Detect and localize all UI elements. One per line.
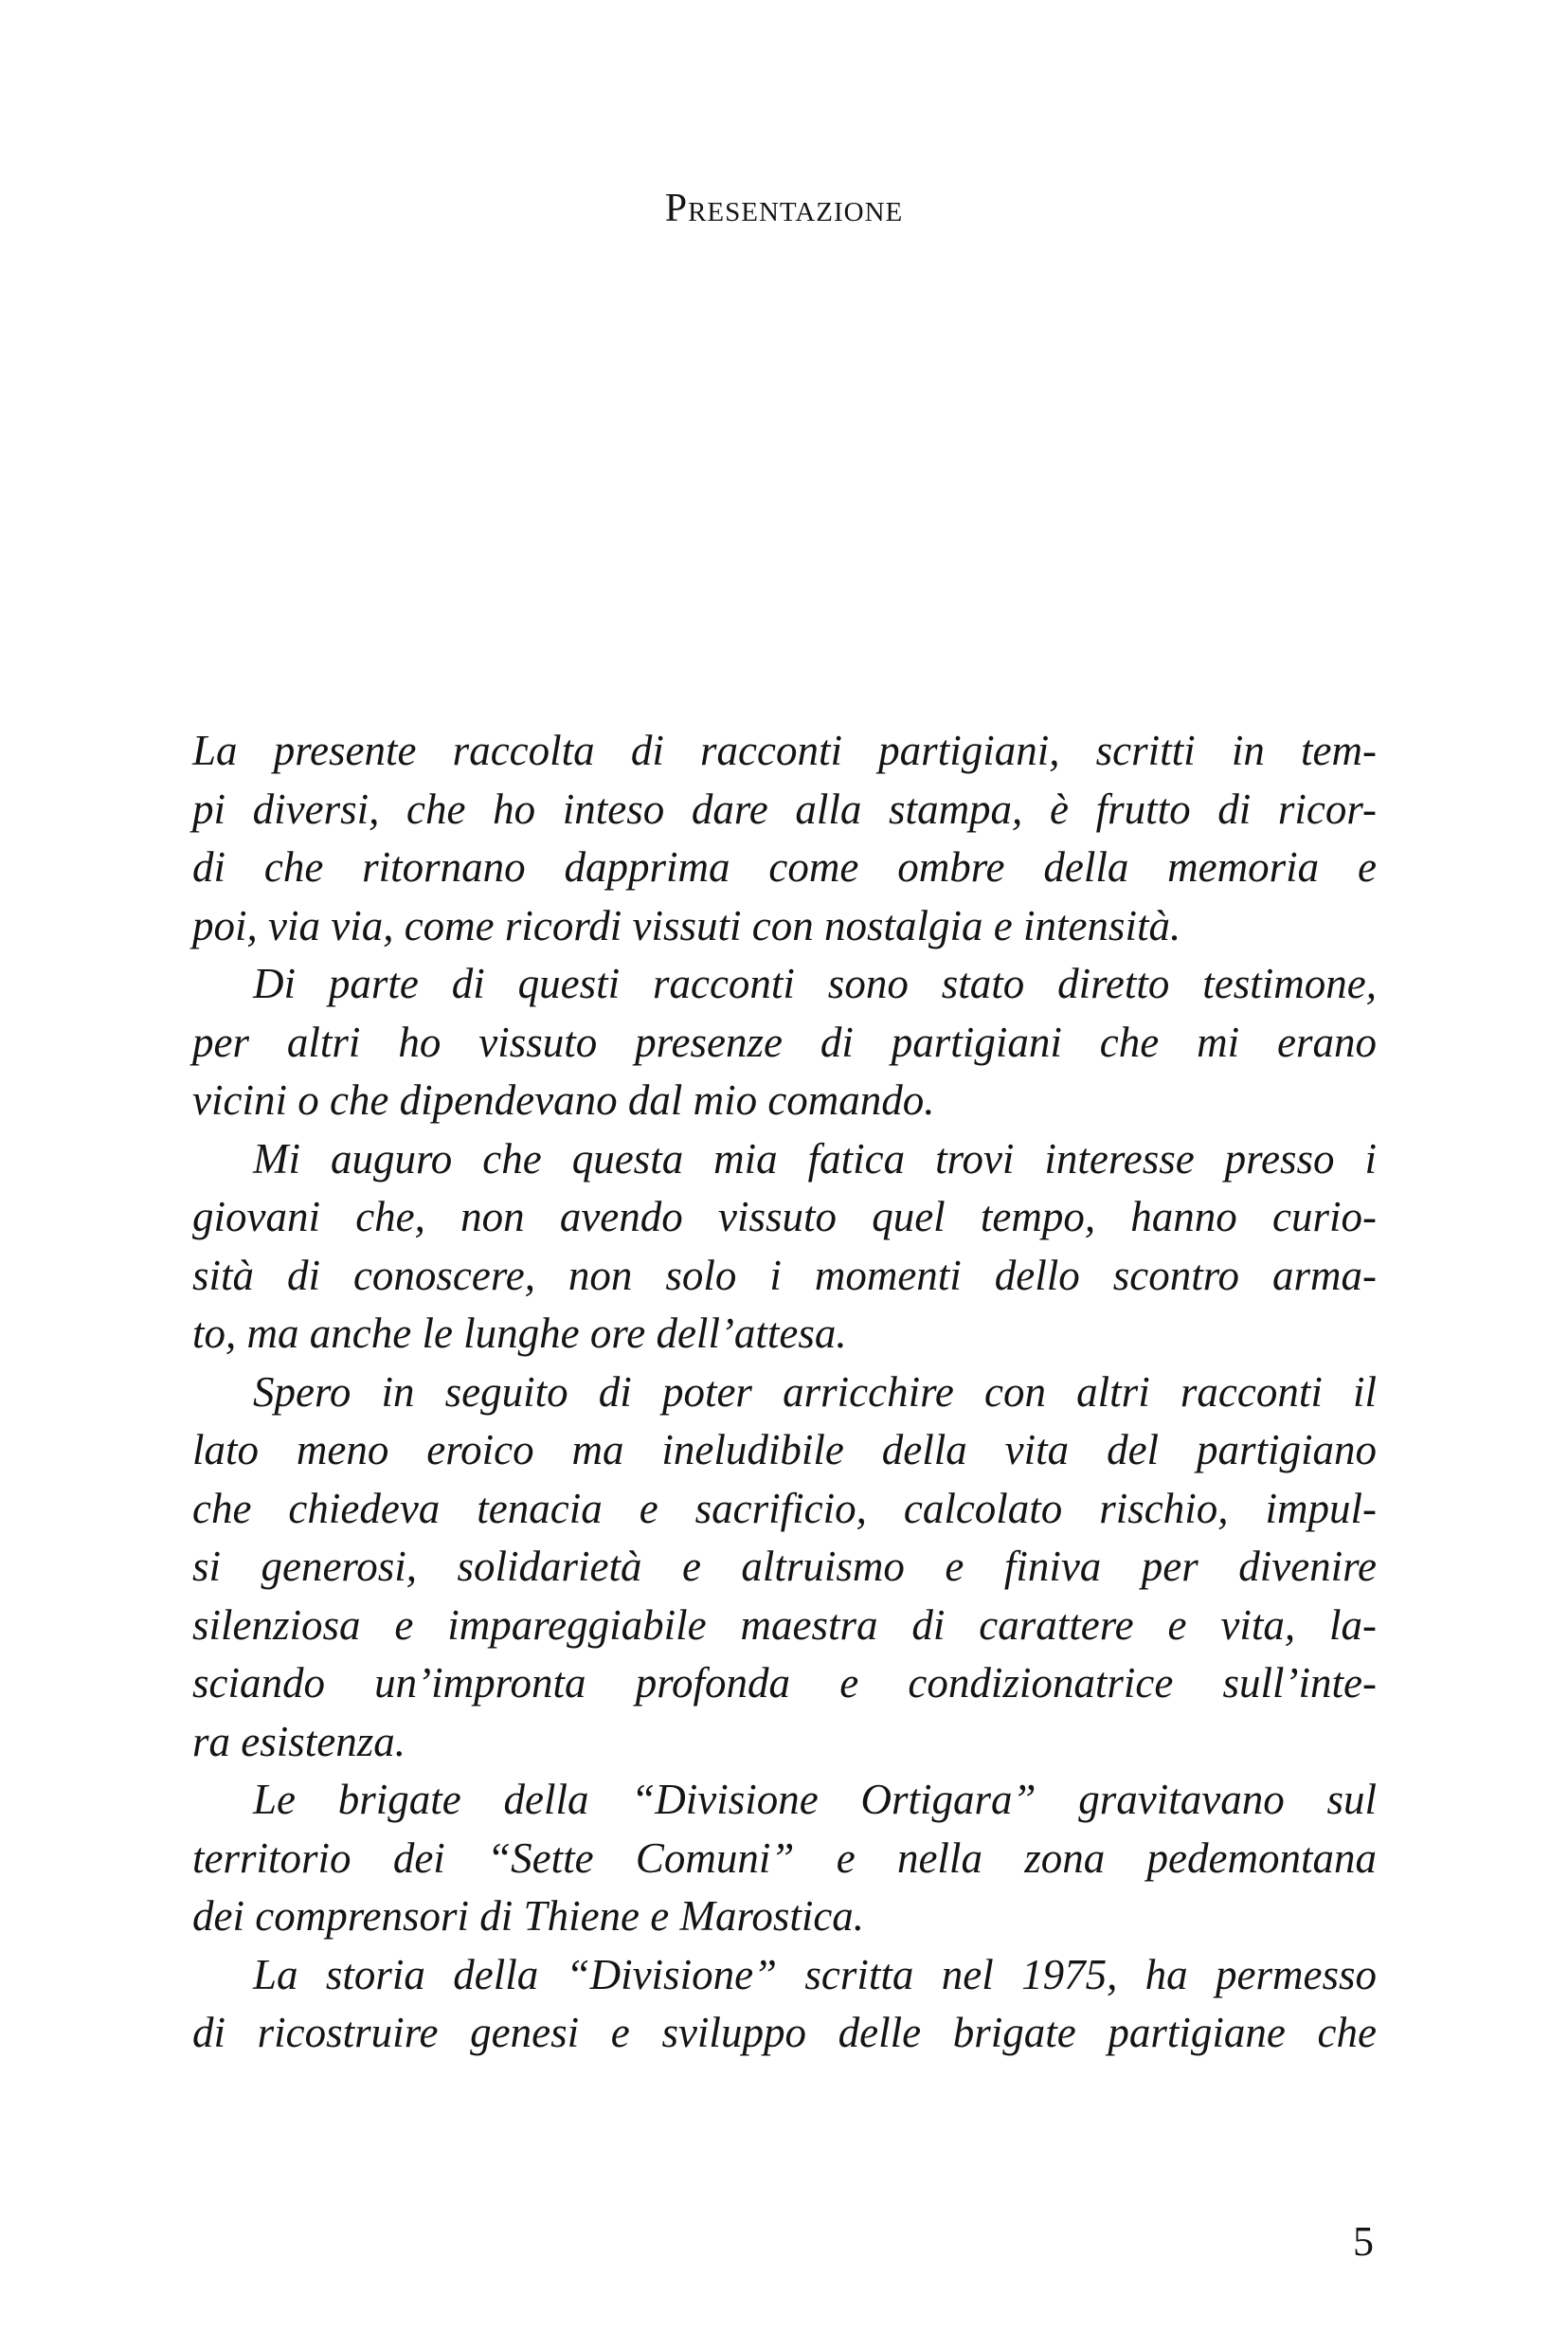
text-line: vicini o che dipendevano dal mio comando. <box>192 1076 935 1124</box>
text-line: territorio dei “Sette Comuni” e nella zona pedemontana <box>192 1833 1377 1882</box>
text-line: dei comprensori di Thiene e Marostica. <box>192 1892 865 1940</box>
text-line: lato meno eroico ma ineludibile della vita del partigiano <box>192 1426 1377 1473</box>
text-line: di ricostruire genesi e sviluppo delle brigate partigiane che <box>192 2009 1377 2056</box>
text-line: giovani che, non avendo vissuto quel tempo, hanno curio- <box>192 1193 1377 1240</box>
text-line: poi, via via, come ricordi vissuti con nostalgia e intensità. <box>192 901 1181 949</box>
text-line: pi diversi, che ho inteso dare alla stampa, è frutto di ricor- <box>192 785 1377 833</box>
page-number: 5 <box>1353 2218 1374 2265</box>
text-line: Le brigate della “Divisione Ortigara” gravitavano sul <box>253 1776 1377 1823</box>
text-line: La storia della “Divisione” scritta nel 1975, ha permesso <box>253 1950 1377 1998</box>
text-line: silenziosa e impareggiabile maestra di carattere e vita, la- <box>192 1600 1377 1649</box>
text-line: che chiedeva tenacia e sacrificio, calcolato rischio, impul- <box>192 1484 1377 1532</box>
text-line: sciando un’impronta profonda e condizionatrice sull’inte- <box>192 1659 1377 1707</box>
text-line: Mi auguro che questa mia fatica trovi interesse presso i <box>253 1134 1377 1183</box>
text-line: sità di conoscere, non solo i momenti dello scontro arma- <box>192 1251 1377 1299</box>
page-title: Presentazione <box>664 187 904 230</box>
body-text <box>192 722 1377 2063</box>
text-line: per altri ho vissuto presenze di partigiani che mi erano <box>192 1018 1377 1066</box>
text-line: La presente raccolta di racconti partigiani, scritti in tem- <box>192 727 1377 774</box>
text-line: to, ma anche le lunghe ore dell’attesa. <box>192 1309 847 1357</box>
text-line: di che ritornano dapprima come ombre della memoria e <box>192 843 1377 891</box>
text-line: ra esistenza. <box>192 1717 406 1765</box>
text-line: si generosi, solidarietà e altruismo e finiva per divenire <box>192 1543 1377 1590</box>
text-line: Spero in seguito di poter arricchire con altri racconti il <box>253 1367 1377 1416</box>
text-line: Di parte di questi racconti sono stato diretto testimone, <box>253 960 1377 1007</box>
